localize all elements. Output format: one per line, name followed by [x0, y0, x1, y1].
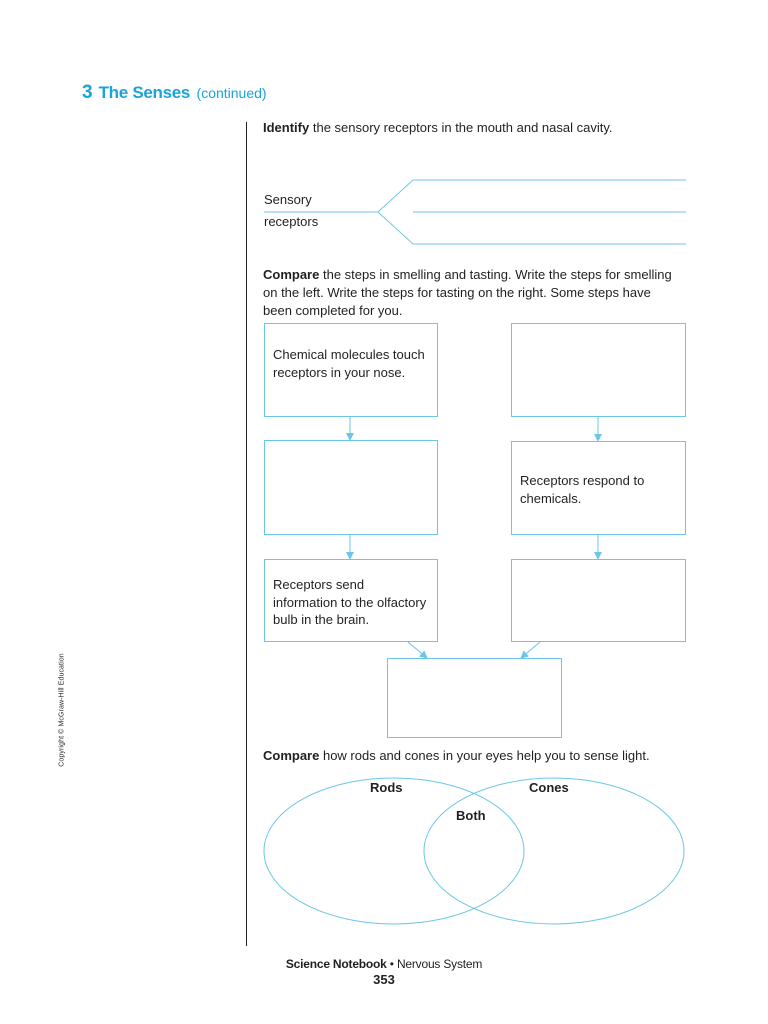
arrow-taste-final: [521, 642, 540, 658]
final-step-box[interactable]: [387, 658, 562, 738]
smelling-step-3-text: Receptors send information to the olfactory bulb in the brain.: [273, 577, 427, 627]
tasting-step-2-text: Receptors respond to chemicals.: [520, 473, 645, 506]
footer-separator: •: [386, 957, 397, 971]
smelling-step-2-box[interactable]: [264, 440, 438, 535]
venn-rods-ellipse[interactable]: [264, 778, 524, 924]
tasting-step-3-box[interactable]: [511, 559, 686, 642]
copyright-notice: Copyright © McGraw-Hill Education: [58, 653, 66, 767]
compare-steps-prompt: [263, 266, 683, 320]
identify-text: the sensory receptors in the mouth and nasal cavity.: [309, 120, 613, 135]
compare-steps-text: the steps in smelling and tasting. Write the steps for smelling on the left. Write the steps for tasting on the right. Some steps have been completed for you.: [263, 267, 672, 318]
compare-steps-keyword: Compare: [263, 267, 320, 282]
sensory-label-line1: Sensory: [264, 192, 312, 207]
venn-label-rods: Rods: [370, 780, 403, 795]
section-title: The Senses: [98, 83, 191, 102]
sensory-label-line2: receptors: [264, 214, 319, 229]
venn-label-both: Both: [456, 808, 486, 823]
tasting-step-1-box[interactable]: [511, 323, 686, 417]
footer-title: [0, 957, 768, 971]
footer-chapter: Nervous System: [396, 957, 483, 971]
smelling-step-1-text: Chemical molecules touch receptors in your nose.: [273, 347, 425, 380]
footer-book: Science Notebook: [285, 957, 387, 971]
venn-label-cones: Cones: [529, 780, 569, 795]
section-number: 3: [82, 82, 93, 103]
branch-upper: [378, 180, 413, 212]
tasting-step-2-box[interactable]: [511, 441, 686, 535]
arrow-smell-final: [408, 642, 427, 658]
page-number: 353: [373, 972, 395, 987]
identify-keyword: Identify: [263, 120, 310, 135]
branch-lower: [378, 212, 413, 244]
compare-eyes-keyword: Compare: [263, 748, 320, 763]
venn-cones-ellipse[interactable]: [424, 778, 684, 924]
smelling-step-1-box[interactable]: [264, 323, 438, 417]
compare-eyes-text: how rods and cones in your eyes help you to sense light.: [319, 748, 650, 763]
compare-eyes-prompt: [263, 747, 703, 765]
smelling-step-3-box[interactable]: [264, 559, 438, 642]
section-subtitle: (continued): [196, 85, 267, 101]
